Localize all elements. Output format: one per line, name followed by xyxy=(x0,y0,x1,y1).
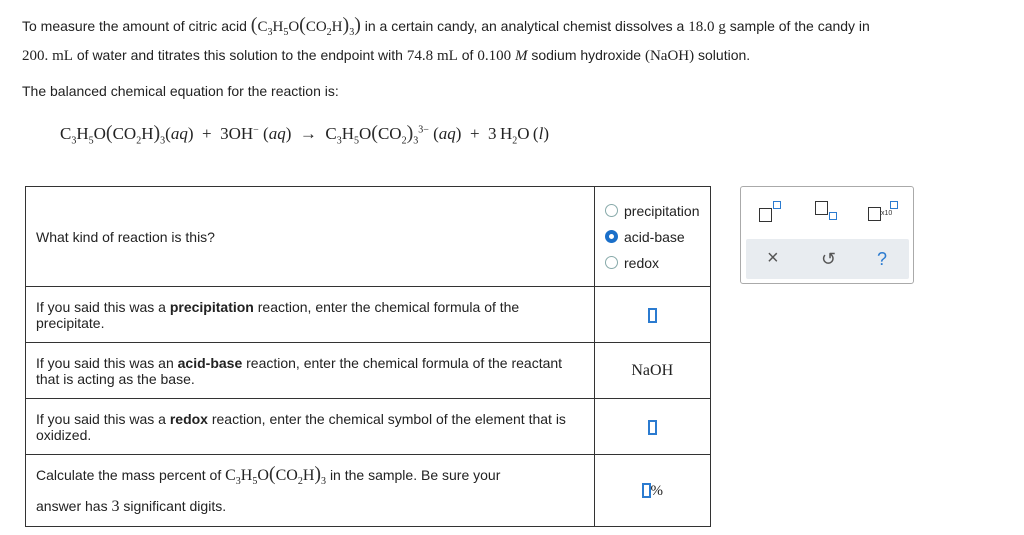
q4-suffix: reaction, enter the chemical symbol of the element that is oxidized. xyxy=(36,410,566,443)
titrant-volume: 74.8 xyxy=(406,48,434,64)
superscript-base-icon xyxy=(759,208,772,222)
titrant-volume-unit: mL xyxy=(437,48,458,64)
q4-answer-cell xyxy=(595,399,711,455)
concentration-unit: M xyxy=(514,48,528,64)
intro-text-2b: of xyxy=(461,47,474,63)
subscript-button[interactable] xyxy=(815,201,845,223)
q5-suffix: in the sample. Be sure your xyxy=(329,467,501,483)
q4-text xyxy=(26,399,595,455)
option-redox[interactable] xyxy=(603,250,700,276)
option-label-acid-base: acid-base xyxy=(624,228,685,245)
option-precipitation[interactable] xyxy=(603,198,700,224)
q5-prefix: Calculate the mass percent of xyxy=(36,467,222,483)
intro-text-2c: sodium hydroxide xyxy=(531,47,642,63)
intro-text-1a: To measure the amount of citric acid xyxy=(22,18,247,34)
toolbox-actions xyxy=(746,239,909,279)
q3-suffix: reaction, enter the chemical formula of the reactant that is acting as the base. xyxy=(36,354,563,387)
q5-citric-acid-formula: $C_3H_5O(CO_2H)_3$ xyxy=(225,463,327,488)
oxidized-element-input[interactable] xyxy=(648,420,657,435)
sci-exp-icon xyxy=(890,201,898,209)
x10-label: x10 xyxy=(881,210,893,217)
subscript-sub-icon xyxy=(829,212,837,220)
q2-prefix: If you said this was a xyxy=(36,298,166,315)
precipitate-input[interactable] xyxy=(648,308,657,323)
undo-icon[interactable]: ↺ xyxy=(821,249,837,269)
base-input[interactable]: NaOH xyxy=(595,343,711,399)
intro-line-1 xyxy=(22,10,870,40)
q3-prefix: If you said this was an xyxy=(36,354,174,371)
question-row-precipitate xyxy=(26,287,711,343)
radio-redox[interactable] xyxy=(605,256,618,269)
x-icon[interactable]: × xyxy=(767,247,779,269)
q5-sigfigs: 3 xyxy=(111,498,120,515)
q2-bold: precipitation xyxy=(169,298,254,315)
superscript-button[interactable] xyxy=(759,201,789,223)
q5-line2b: significant digits. xyxy=(123,498,227,514)
naoh-formula-text: NaOH xyxy=(649,48,690,64)
subscript-base-icon xyxy=(815,201,828,215)
intro-text-2d: solution. xyxy=(698,47,751,63)
question-row-base xyxy=(26,343,711,399)
question-row-mass-percent xyxy=(26,455,711,527)
q4-bold: redox xyxy=(169,410,208,427)
q5-line2a: answer has xyxy=(36,498,108,514)
q1-options xyxy=(595,187,711,287)
q2-suffix: reaction, enter the chemical formula of the precipitate. xyxy=(36,298,520,331)
sample-mass: 18.0 xyxy=(688,19,715,35)
water-volume-unit: mL xyxy=(52,48,73,64)
intro-text-2a: of water and titrates this solution to the endpoint with xyxy=(76,47,403,63)
option-acid-base[interactable] xyxy=(603,224,700,250)
q2-text xyxy=(26,287,595,343)
help-icon[interactable]: ? xyxy=(877,249,888,269)
q5-text xyxy=(26,455,595,527)
question-row-oxidized xyxy=(26,399,711,455)
naoh-formula: (NaOH) xyxy=(644,48,695,64)
intro-text-1b: in a certain candy, an analytical chemist dissolves a xyxy=(364,18,685,34)
question-row-reaction-type xyxy=(26,187,711,287)
radio-precipitation[interactable] xyxy=(605,204,618,217)
radio-acid-base[interactable] xyxy=(605,230,618,243)
option-label-precipitation: precipitation xyxy=(624,202,700,219)
sample-mass-unit: g xyxy=(718,19,726,35)
citric-acid-formula: $(C_3H_5O(CO_2H)_3)$ xyxy=(250,14,361,38)
percent-unit: % xyxy=(650,482,663,499)
superscript-exp-icon xyxy=(773,201,781,209)
q4-prefix: If you said this was a xyxy=(36,410,166,427)
sci-base-icon xyxy=(868,207,881,221)
intro-line-2 xyxy=(22,47,750,65)
q3-text xyxy=(26,343,595,399)
intro-text-1c: sample of the candy in xyxy=(729,18,870,34)
balanced-label: The balanced chemical equation for the reaction is: xyxy=(22,83,339,99)
balanced-equation: $C_3H_5O(CO_2H)_3(aq) + 3OH^-$ $(aq) \to C_3H_5O(CO_2)_3^{3-}$ (aq) + 3 $H_2O$ (l) xyxy=(60,122,549,147)
answer-toolbox xyxy=(740,186,914,284)
water-volume: 200. xyxy=(22,48,49,64)
option-label-redox: redox xyxy=(624,254,660,271)
q3-bold: acid-base xyxy=(177,354,243,371)
scientific-notation-button[interactable] xyxy=(868,201,904,223)
question-table xyxy=(25,186,711,527)
q1-text: What kind of reaction is this? xyxy=(26,187,595,287)
q5-answer-cell xyxy=(595,455,711,527)
naoh-concentration: 0.100 xyxy=(477,48,512,64)
q2-answer-cell xyxy=(595,287,711,343)
mass-percent-input[interactable] xyxy=(642,483,651,498)
